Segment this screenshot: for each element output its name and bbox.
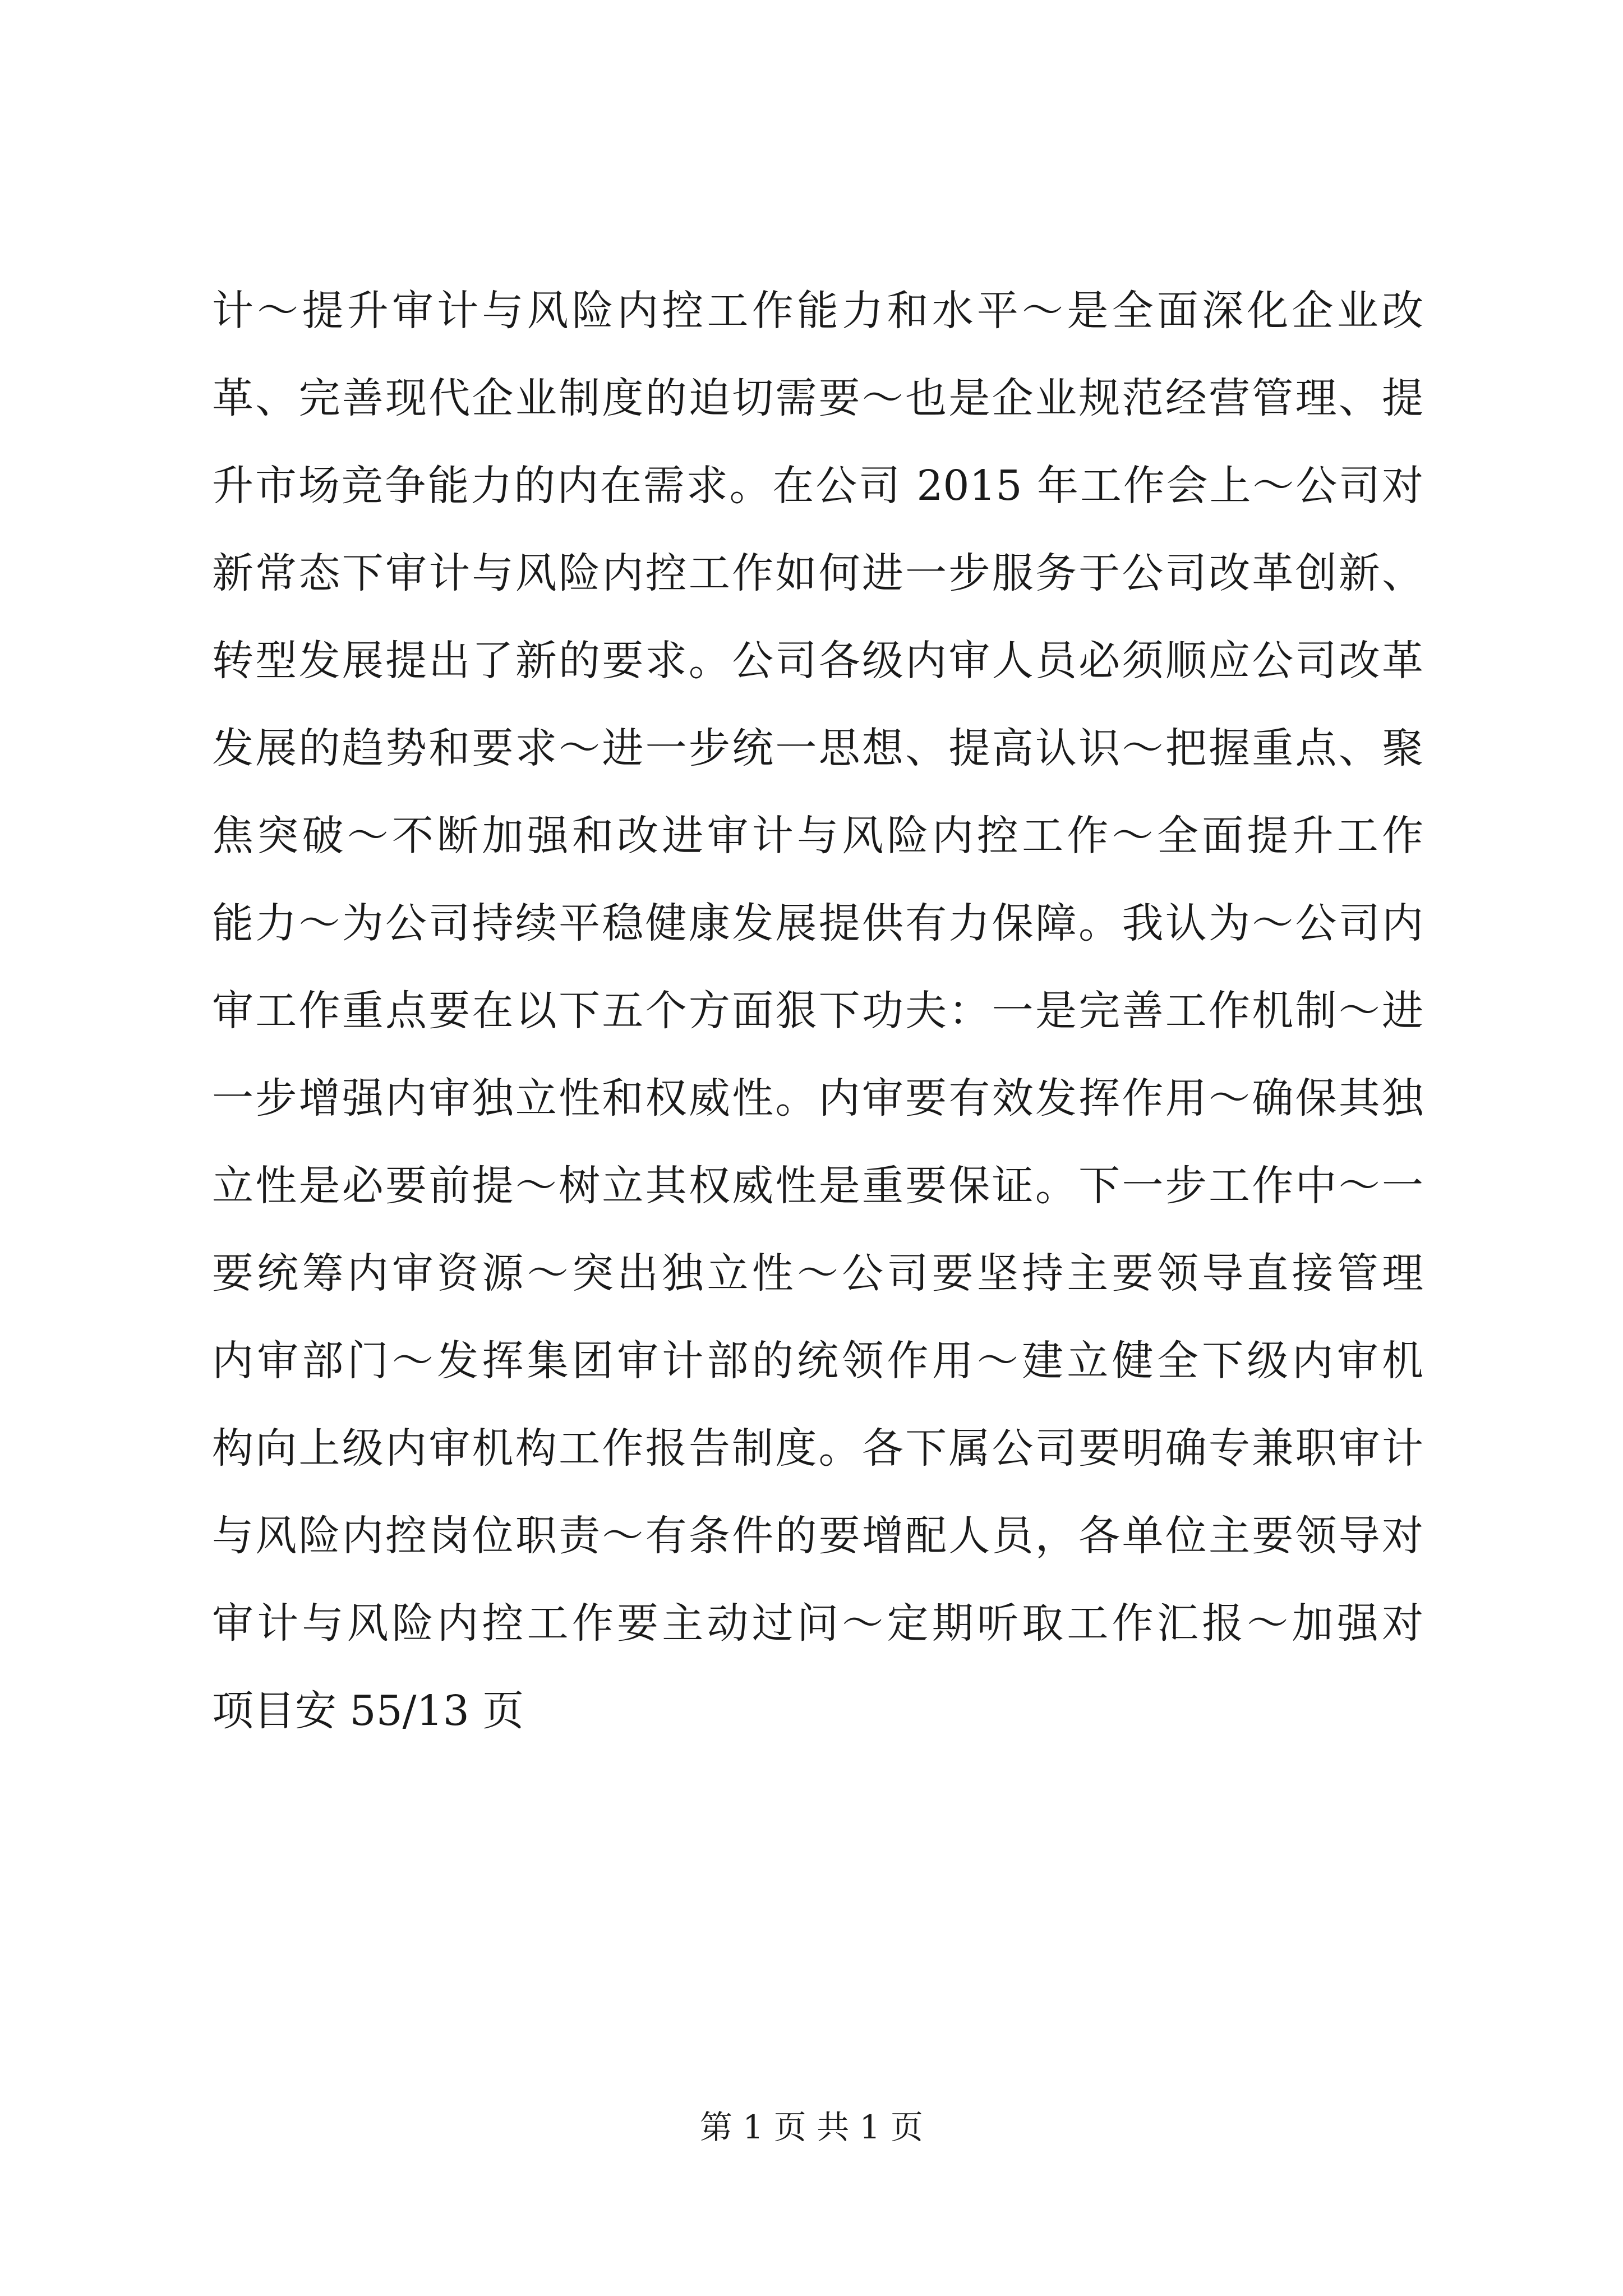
text-line: 革、完善现代企业制度的迫切需要～也是企业规范经营管理、提	[212, 374, 1423, 422]
text-line: 构向上级内审机构工作报告制度。各下属公司要明确专兼职审计	[212, 1424, 1423, 1473]
body-text	[212, 267, 1423, 1755]
text-line: 新常态下审计与风险内控工作如何进一步服务于公司改革创新、	[212, 549, 1423, 597]
text-line: 一步增强内审独立性和权威性。内审要有效发挥作用～确保其独	[212, 1074, 1423, 1122]
text-line: 审计与风险内控工作要主动过问～定期听取工作汇报～加强对	[212, 1599, 1423, 1648]
text-line: 计～提升审计与风险内控工作能力和水平～是全面深化企业改	[212, 287, 1423, 335]
text-line: 审工作重点要在以下五个方面狠下功夫：一是完善工作机制～进	[212, 987, 1423, 1035]
text-line: 项目安 55/13 页	[212, 1687, 524, 1735]
text-line: 发展的趋势和要求～进一步统一思想、提高认识～把握重点、聚	[212, 724, 1423, 772]
text-line: 立性是必要前提～树立其权威性是重要保证。下一步工作中～一	[212, 1162, 1423, 1210]
text-line: 转型发展提出了新的要求。公司各级内审人员必须顺应公司改革	[212, 637, 1423, 685]
text-line: 内审部门～发挥集团审计部的统领作用～建立健全下级内审机	[212, 1337, 1423, 1385]
page-footer: 第 1 页 共 1 页	[700, 2108, 923, 2146]
text-line: 能力～为公司持续平稳健康发展提供有力保障。我认为～公司内	[212, 899, 1423, 947]
text-line: 焦突破～不断加强和改进审计与风险内控工作～全面提升工作	[212, 812, 1423, 860]
text-line: 要统筹内审资源～突出独立性～公司要坚持主要领导直接管理	[212, 1249, 1423, 1297]
text-line: 升市场竞争能力的内在需求。在公司 2015 年工作会上～公司对	[212, 462, 1423, 510]
text-line: 与风险内控岗位职责～有条件的要增配人员，各单位主要领导对	[212, 1512, 1423, 1560]
